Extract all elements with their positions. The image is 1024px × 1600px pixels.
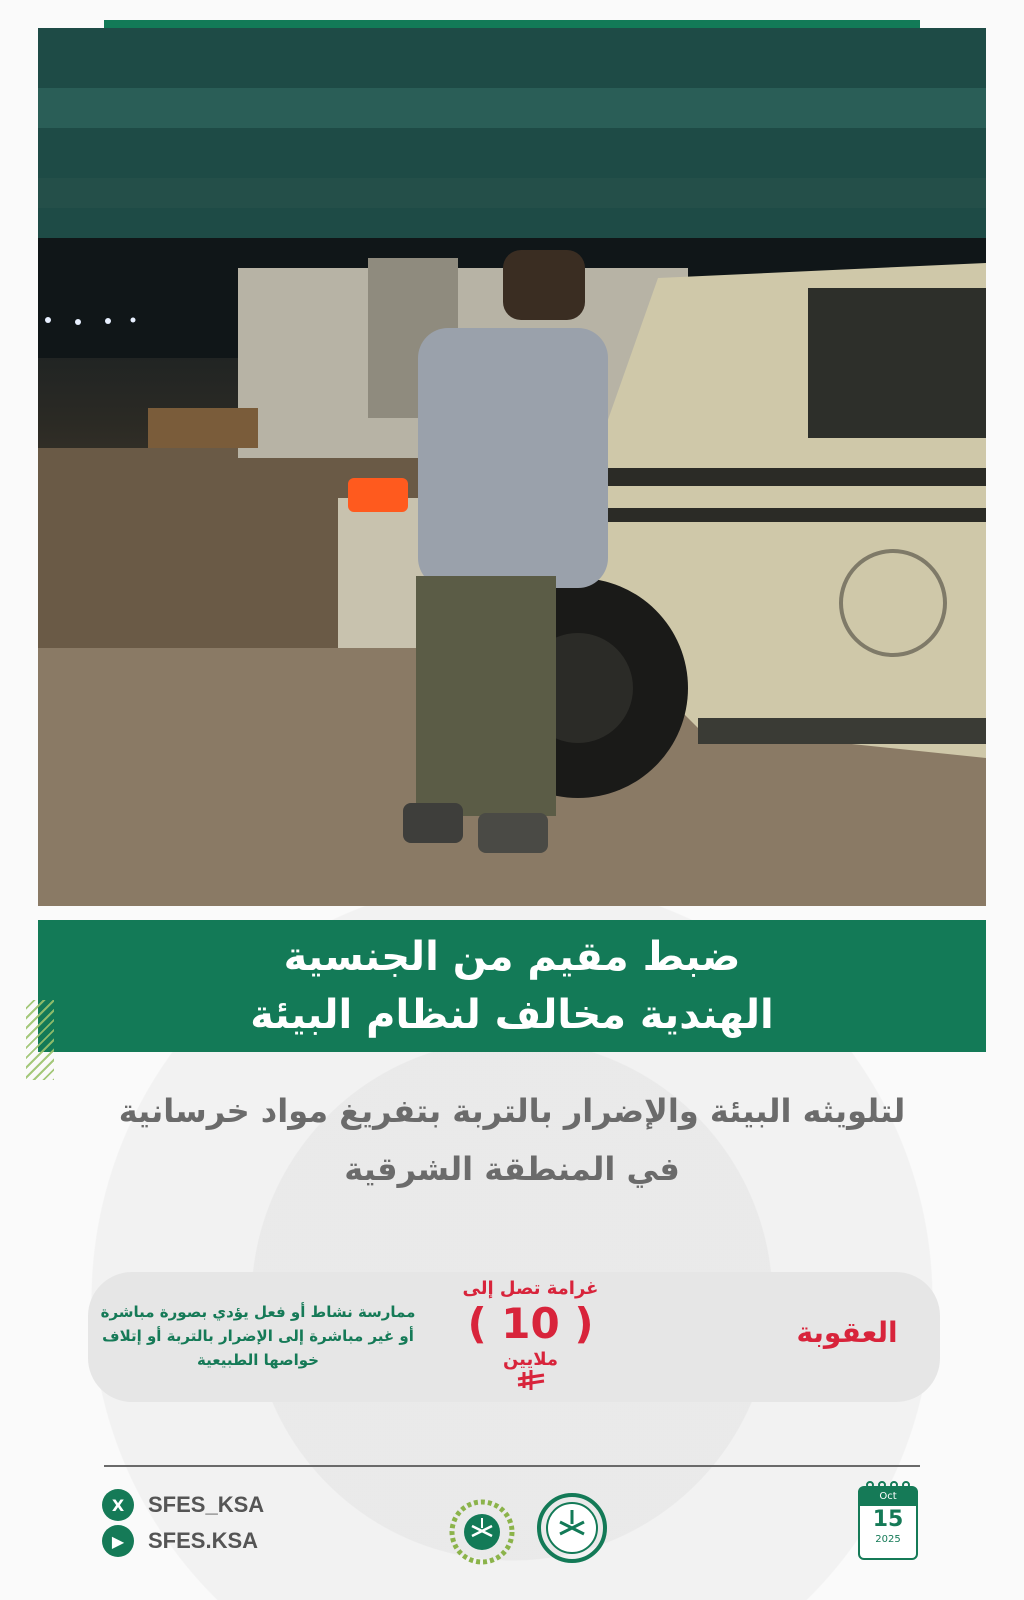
social-youtube-handle[interactable]: SFES.KSA <box>148 1528 259 1553</box>
calendar-rings-icon <box>860 1480 916 1490</box>
headline-line-2: الهندية مخالف لنظام البيئة <box>250 992 774 1038</box>
social-youtube-row[interactable] <box>102 1524 258 1558</box>
subheadline-line-2: في المنطقة الشرقية <box>344 1150 680 1188</box>
calendar-day: 15 <box>872 1507 904 1532</box>
social-x-handle[interactable]: SFES_KSA <box>148 1492 265 1517</box>
ministry-emblem <box>534 1490 610 1566</box>
fine-amount-block <box>443 1272 618 1402</box>
calendar-month: Oct <box>860 1488 916 1506</box>
penalty-description-line-1: ممارسة نشاط أو فعل يؤدي بصورة مباشرة <box>100 1303 416 1321</box>
headline-line-1: ضبط مقيم من الجنسية <box>283 934 741 980</box>
x-icon[interactable]: X <box>102 1489 134 1521</box>
fine-number: ( 10 ) <box>467 1299 594 1348</box>
calendar-year: 2025 <box>875 1534 901 1545</box>
social-x-row[interactable] <box>102 1488 264 1522</box>
fine-top-text: غرامة تصل إلى <box>462 1278 599 1299</box>
penalty-description <box>88 1300 428 1372</box>
penalty-description-line-2: أو غير مباشرة إلى الإضرار بالتربة أو إتلاف <box>102 1327 414 1345</box>
decorative-stripes <box>26 1000 54 1080</box>
date-calendar <box>858 1486 918 1560</box>
fine-bottom-text: ملايين <box>502 1349 559 1370</box>
headline-box <box>38 920 986 1052</box>
riyal-currency-icon <box>516 1370 546 1392</box>
special-forces-emblem <box>444 1494 520 1570</box>
news-photo <box>38 28 986 906</box>
footer-divider <box>104 1465 920 1467</box>
penalty-panel <box>88 1272 940 1402</box>
subheadline <box>60 1082 964 1198</box>
youtube-icon[interactable]: ▶ <box>102 1525 134 1557</box>
penalty-label: العقوبة <box>796 1316 898 1349</box>
penalty-description-line-3: خواصها الطبيعية <box>197 1351 319 1369</box>
subheadline-line-1: لتلويثه البيئة والإضرار بالتربة بتفريغ مواد خرسانية <box>118 1092 906 1130</box>
photo-illustration <box>38 28 986 906</box>
